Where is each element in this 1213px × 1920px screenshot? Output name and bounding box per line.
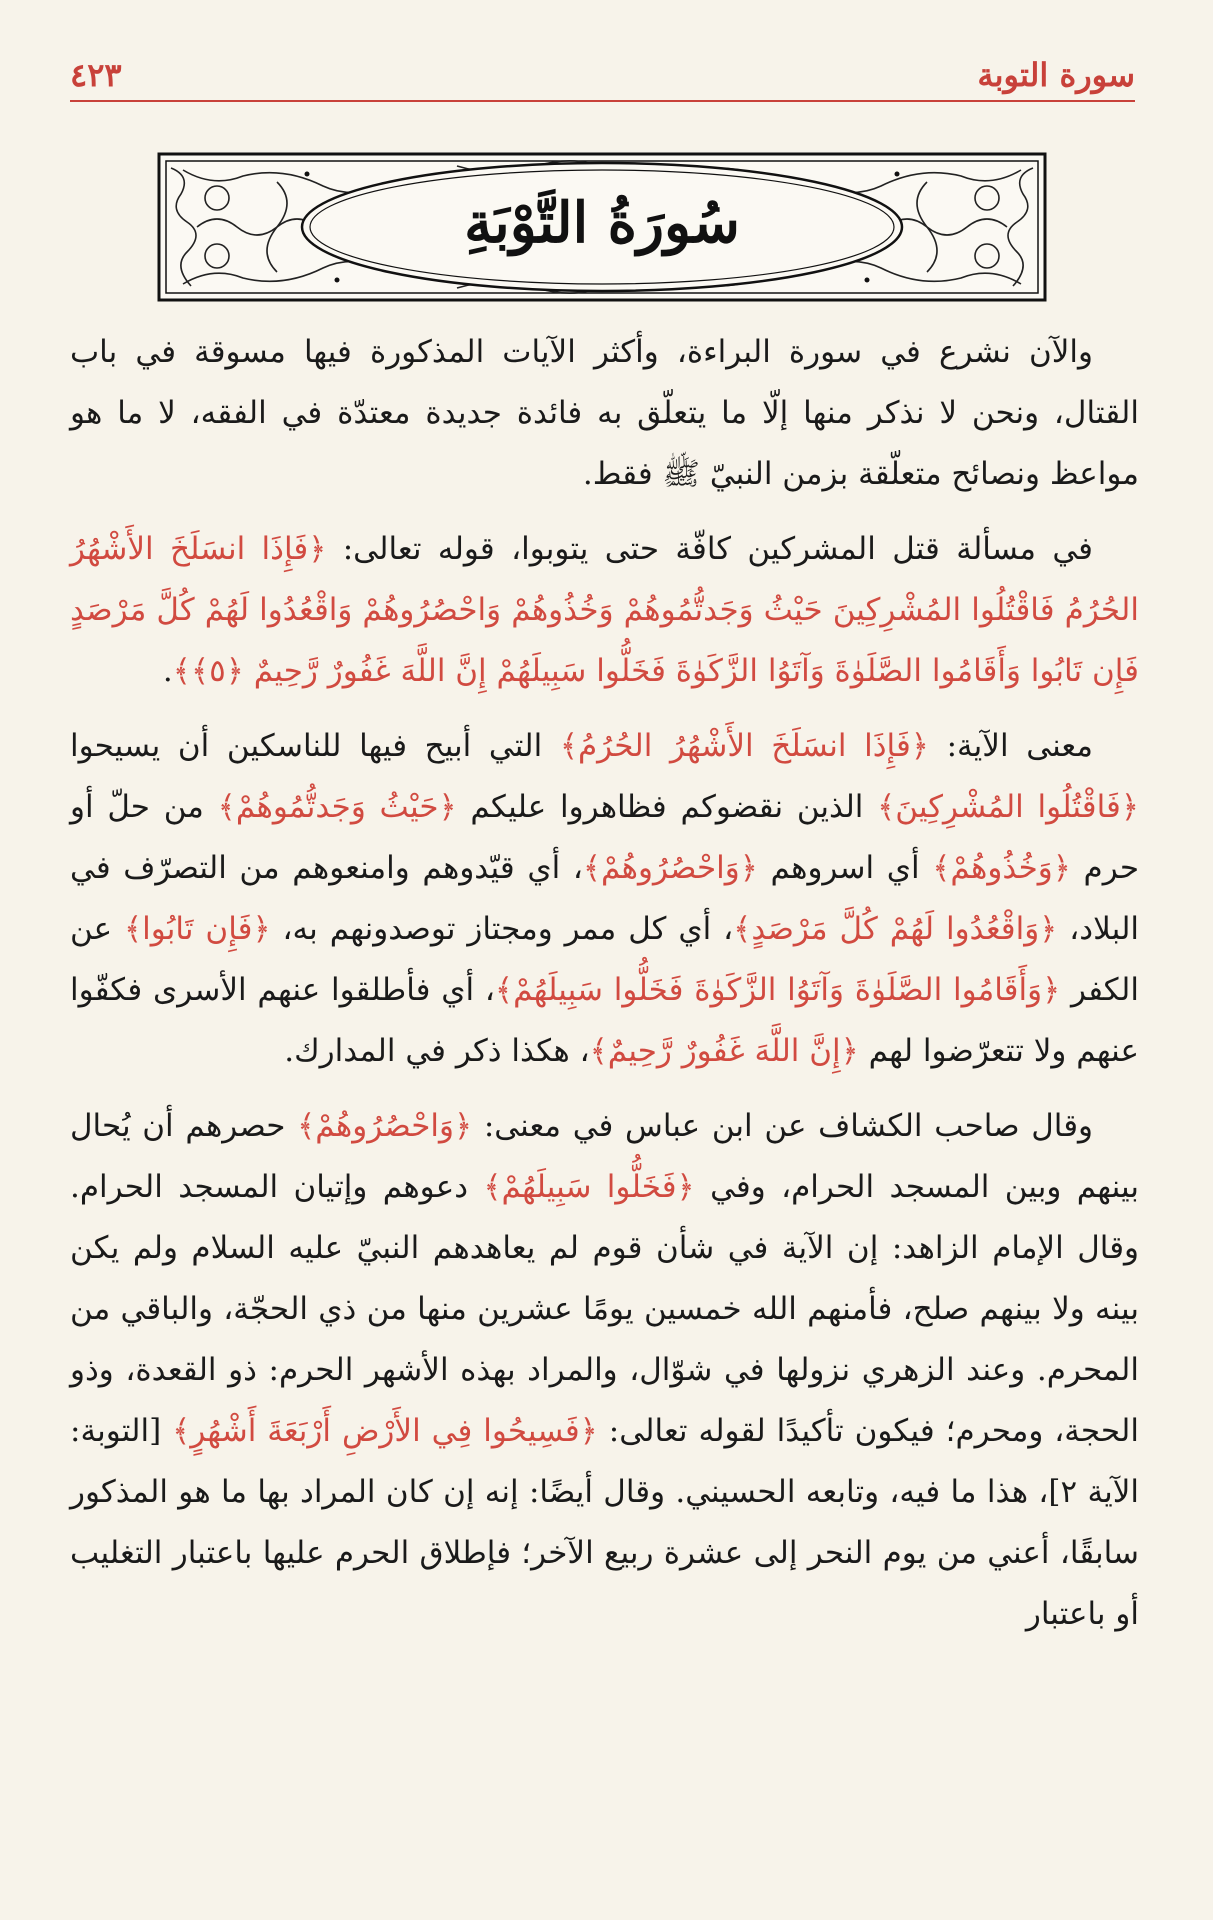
quran-quote: ﴿فَخَلُّوا سَبِيلَهُمْ﴾ <box>483 1169 695 1205</box>
surah-title-banner <box>157 152 1047 302</box>
quran-quote: ﴿فَسِيحُوا فِي الأَرْضِ أَرْبَعَةَ أَشْهُرٍ﴾ <box>172 1413 598 1449</box>
paragraph-text: وقال صاحب الكشاف عن ابن عباس في معنى: <box>472 1108 1093 1144</box>
running-title: سورة التوبة <box>977 56 1135 94</box>
paragraph-text: . <box>162 653 173 689</box>
paragraph-text: معنى الآية: <box>928 728 1093 764</box>
paragraph-verse <box>70 519 1139 702</box>
paragraph-text: حصرهم أن يُحال بينهم وبين المسجد الحرام، وفي <box>70 1108 1139 1205</box>
paragraph-text: من حلّ أو حرم <box>70 789 1139 886</box>
paragraph-text: في مسألة قتل المشركين كافّة حتى يتوبوا، قوله تعالى: <box>326 531 1093 567</box>
quran-quote: ﴿وَأَقَامُوا الصَّلَوٰةَ وَآتَوُا الزَّكَوٰةَ فَخَلُّوا سَبِيلَهُمْ﴾ <box>494 972 1061 1008</box>
paragraph-commentary <box>70 1096 1139 1645</box>
paragraph-meaning <box>70 716 1139 1082</box>
page-header <box>70 50 1135 102</box>
paragraph-text: التي أبيح فيها للناسكين أن يسيحوا <box>70 728 560 764</box>
quran-quote: ﴿فَإِن تَابُوا﴾ <box>124 911 271 947</box>
quran-verse: ﴿فَإِذَا انسَلَخَ الأَشْهُرُ الحُرُمُ فَاقْتُلُوا المُشْرِكِينَ حَيْثُ وَجَدتُّمُوهُمْ وَخُذُوهُمْ وَاحْصُرُوهُمْ وَاقْعُدُوا لَهُمْ كُلَّ مَرْصَدٍ فَإِن تَابُوا وَأَقَامُوا الصَّلَوٰةَ وَآتَوُا الزَّكَوٰةَ فَخَلُّوا سَبِيلَهُمْ إِنَّ اللَّهَ غَفُورٌ رَّحِيمٌ ﴿٥﴾﴾ <box>70 531 1139 689</box>
paragraph-text: ، أي قيّدوهم وامنعوهم من التصرّف في البلاد، <box>70 850 1139 947</box>
quran-quote: ﴿فَاقْتُلُوا المُشْرِكِينَ﴾ <box>877 789 1139 825</box>
page-number: ٤٢٣ <box>70 56 122 94</box>
quran-quote: ﴿فَإِذَا انسَلَخَ الأَشْهُرُ الحُرُمُ﴾ <box>559 728 929 764</box>
quran-quote: ﴿وَاحْصُرُوهُمْ﴾ <box>582 850 758 886</box>
quran-quote: ﴿إِنَّ اللَّهَ غَفُورٌ رَّحِيمٌ﴾ <box>589 1033 859 1069</box>
paragraph-intro: والآن نشرع في سورة البراءة، وأكثر الآيات المذكورة فيها مسوقة في باب القتال، ونحن لا نذكر منها إلّا ما يتعلّق به فائدة جديدة معتدّة في الفقه، لا ما هو مواعظ ونصائح متعلّقة بزمن النبيّ ﷺ فقط. <box>70 334 1139 492</box>
paragraph-text: ، أي كل ممر ومجتاز توصدونهم به، <box>270 911 734 947</box>
paragraph-text: ، هكذا ذكر في المدارك. <box>284 1033 590 1069</box>
quran-quote: ﴿وَخُذُوهُمْ﴾ <box>932 850 1071 886</box>
quran-quote: ﴿حَيْثُ وَجَدتُّمُوهُمْ﴾ <box>217 789 457 825</box>
body-text <box>70 322 1139 1645</box>
paragraph-text: أي اسروهم <box>757 850 933 886</box>
paragraph-text: عن الكفر <box>70 911 1139 1008</box>
paragraph-text: ، أي فأطلقوا عنهم الأسرى فكفّوا عنهم ولا تتعرّضوا لهم <box>70 972 1139 1069</box>
quran-quote: ﴿وَاحْصُرُوهُمْ﴾ <box>297 1108 473 1144</box>
surah-title: سُورَةُ التَّوْبَةِ <box>464 190 740 256</box>
paragraph-text: [التوبة: الآية ٢]، هذا ما فيه، وتابعه الحسيني. وقال أيضًا: إنه إن كان المراد بها ما هو المذكور سابقًا، أعني من يوم النحر إلى عشرة ربيع الآخر؛ فإطلاق الحرم عليها باعتبار التغليب أو باعتبار <box>70 1413 1139 1632</box>
paragraph-text: دعوهم وإتيان المسجد الحرام. وقال الإمام الزاهد: إن الآية في شأن قوم لم يعاهدهم النبيّ عليه السلام ولم يكن بينه ولا بينهم صلح، فأمنهم الله خمسين يومًا عشرين منها من ذي الحجّة، والباقي من المحرم. وعند الزهري نزولها في شوّال، والمراد بهذه الأشهر الحرم: ذو القعدة، وذو الحجة، ومحرم؛ فيكون تأكيدًا لقوله تعالى: <box>70 1169 1139 1449</box>
paragraph-text: الذين نقضوكم فظاهروا عليكم <box>456 789 878 825</box>
quran-quote: ﴿وَاقْعُدُوا لَهُمْ كُلَّ مَرْصَدٍ﴾ <box>733 911 1058 947</box>
